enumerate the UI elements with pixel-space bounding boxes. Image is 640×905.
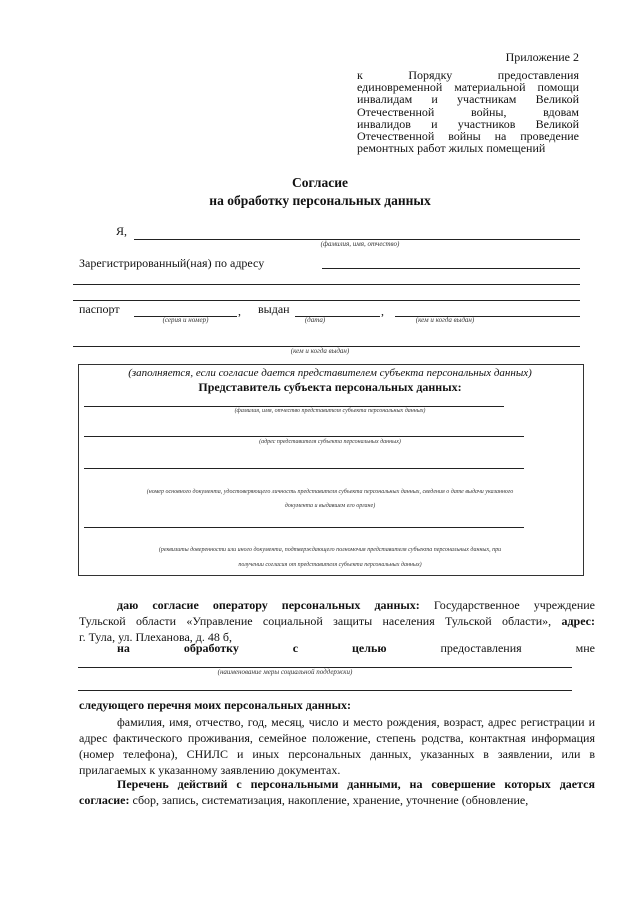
- rep-fio-hint: (фамилия, имя, отчество представителя субъекта персональных данных): [234, 408, 426, 414]
- appendix-ref-line: к Порядку предоставления: [357, 68, 579, 82]
- comma: ,: [238, 304, 241, 318]
- appendix-ref-line: инвалидам и участникам Великой: [357, 92, 579, 107]
- actions-bold: Перечень действий с персональными данными, на совершение которых дается согласие:: [79, 777, 595, 807]
- i-label: Я,: [116, 224, 128, 238]
- rep-address-hint: (адрес представителя субъекта персональных данных): [259, 439, 401, 445]
- consent-paragraph: [79, 597, 595, 645]
- operator-text: Государственное учреждение: [433, 598, 595, 612]
- address-field-line-3[interactable]: [73, 300, 580, 301]
- purpose-row: [117, 641, 595, 656]
- data-list-title: следующего перечня моих персональных данных:: [79, 698, 352, 712]
- appendix-reference: [357, 69, 579, 154]
- rep-document-hint-line2: документа и выдавшем его органе): [284, 503, 376, 509]
- operator-name: Тульской области «Управление социальной защиты населения Тульской области»,: [79, 614, 552, 628]
- appendix-ref-line: инвалидов и участников Великой: [357, 116, 579, 131]
- support-measure-line-2[interactable]: [78, 690, 572, 691]
- fio-hint: (фамилия, имя, отчество): [320, 240, 400, 248]
- issued-label: выдан: [258, 302, 290, 316]
- heading-line2: на обработку персональных данных: [209, 193, 431, 208]
- rep-document-line[interactable]: [84, 468, 524, 469]
- rep-document-hint: [78, 485, 582, 513]
- purpose-word: предоставления: [440, 641, 522, 655]
- purpose-word: обработку: [183, 641, 239, 655]
- series-hint: (серия и номер): [162, 316, 209, 324]
- heading-line1: Согласие: [291, 175, 349, 190]
- rep-fio-line[interactable]: [84, 406, 504, 407]
- rep-power-hint: [78, 543, 582, 573]
- registered-label: Зарегистрированный(ная) по адресу: [79, 256, 265, 270]
- address-field-line-2[interactable]: [73, 284, 580, 285]
- purpose-word: целью: [352, 641, 387, 655]
- appendix-ref-line: Отечественной войны, вдовам: [357, 104, 579, 119]
- purpose-word: с: [292, 641, 299, 655]
- appendix-title: Приложение 2: [505, 50, 579, 64]
- support-hint: (наименование меры социальной поддержки): [217, 668, 353, 676]
- rep-document-hint-line1: (номер основного документа, удостоверяющего личность представителя субъекта персональных данных, сведения о дате выдачи указанного: [146, 489, 514, 495]
- consent-line2: [79, 613, 595, 629]
- consent-line3: г. Тула, ул. Плеханова, д. 48 б,: [79, 630, 233, 644]
- rep-power-line[interactable]: [84, 527, 524, 528]
- appendix-ref-line: Отечественной войны на проведение: [357, 129, 579, 144]
- consent-bold-lead: даю согласие оператору персональных данных:: [117, 598, 420, 612]
- representative-title: Представитель субъекта персональных данных:: [198, 380, 462, 394]
- date-hint: (дата): [304, 316, 326, 324]
- document-heading: [0, 174, 640, 210]
- actions-paragraph: [79, 776, 595, 808]
- data-list-body: фамилия, имя, отчество, год, месяц, число и место рождения, возраст, адрес регистрации и адрес фактического проживания, семейное положение, степень родства, контактная информация (номер телефона), СНИЛС и иных персональных данных, указанных в заявлении, или в прилагаемых к указанному заявлению документах.: [79, 715, 595, 777]
- rep-power-hint-line1: (реквизиты доверенности или иного документа, подтверждающего полномочия представителя субъекта персональных данных, при: [158, 547, 502, 553]
- rep-power-hint-line2: получении согласия от представителя субъекта персональных данных): [238, 562, 422, 568]
- comma: ,: [381, 304, 384, 318]
- address-field-line-1[interactable]: [322, 268, 580, 269]
- purpose-word: на: [117, 641, 130, 655]
- who-when-hint: (кем и когда выдан): [415, 316, 475, 324]
- who-issued-hint: (кем и когда выдан): [290, 347, 350, 355]
- representative-note: (заполняется, если согласие дается представителем субъекта персональных данных): [128, 367, 532, 379]
- consent-line1: [79, 597, 595, 613]
- actions-text: сбор, запись, систематизация, накопление, хранение, уточнение (обновление,: [132, 793, 529, 807]
- appendix-ref-line: ремонтных работ жилых помещений: [357, 141, 546, 156]
- passport-label: паспорт: [79, 302, 120, 316]
- purpose-word: мне: [575, 641, 595, 655]
- appendix-ref-line: единовременной материальной помощи: [357, 80, 579, 95]
- rep-address-line[interactable]: [84, 436, 524, 437]
- address-label: адрес:: [561, 614, 596, 628]
